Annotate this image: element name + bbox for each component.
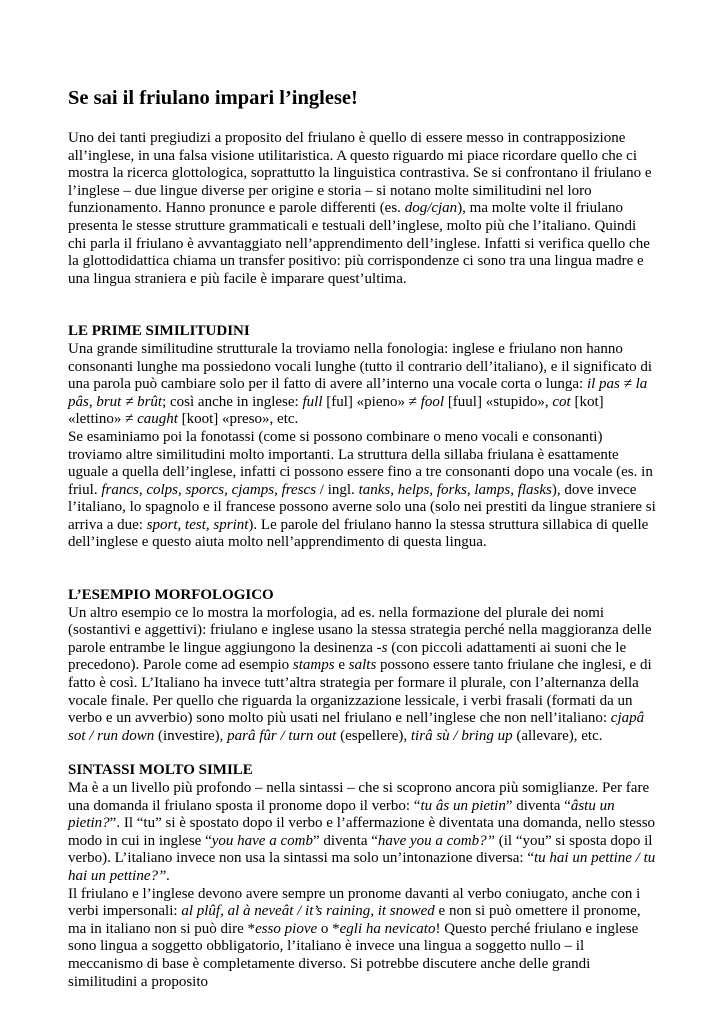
- section1-paragraph-2: [68, 429, 658, 552]
- section-heading-esempio-morfologico: L’ESEMPIO MORFOLOGICO: [68, 587, 274, 604]
- text-run-italic: francs, colps, sporcs, cjamps, frescs: [101, 481, 317, 498]
- text-run-italic: tanks, helps, forks, lamps, flasks: [358, 481, 552, 498]
- section-heading-prime-similitudini: LE PRIME SIMILITUDINI: [68, 323, 250, 340]
- text-run: / ingl.: [316, 481, 359, 498]
- text-run: ”. Il “tu” si è spostato dopo il verbo e l’affermazione è diventata una domanda, nello stesso modo in cui in inglese “: [68, 815, 656, 849]
- text-run: Se esaminiamo poi la fonotassi (come si possono combinare o meno vocali e consonanti) troviamo altre similitudini molto importanti. La struttura della sillaba friulana è esattamente uguale a quella dell’inglese, infatti ci possono essere fino a tre consonanti dopo una vocale (es. in friul.: [68, 428, 653, 498]
- text-run: e non si può omettere il pronome, ma in italiano non si può dire *: [68, 903, 641, 937]
- text-run-italic: il pas ≠ la pâs, brut ≠ brût: [68, 376, 648, 410]
- text-run-italic: tirâ sù / bring up: [410, 727, 513, 744]
- text-run-italic: tu âs un pietin: [420, 797, 506, 814]
- text-run: [kot] «lettino» ≠: [68, 393, 604, 428]
- section1-paragraph-1: [68, 341, 658, 429]
- section3-paragraph-1: [68, 780, 658, 886]
- text-run-italic: full: [302, 393, 323, 410]
- text-run-italic: -s: [376, 639, 388, 656]
- text-run: o *: [317, 920, 340, 937]
- text-run-italic: egli ha nevicato: [339, 920, 436, 937]
- text-run: ), dove invece l’italiano, lo spagnolo e il francese possono averne solo una (solo nei prestiti da lingue straniere si arriva a due:: [68, 481, 656, 533]
- text-run-italic: have you a comb?”: [377, 832, 495, 849]
- text-run-italic: fool: [420, 393, 445, 410]
- text-run-italic: parâ fûr / turn out: [227, 727, 337, 744]
- text-run: Il friulano e l’inglese devono avere sempre un pronome davanti al verbo coniugato, anche con i verbi impersonali:: [68, 885, 641, 920]
- text-run-italic: tu hai un pettine / tu hai un pettine?”.: [68, 850, 656, 884]
- text-run: ” diventa “: [505, 797, 571, 814]
- text-run: Una grande similitudine strutturale la troviamo nella fonologia: inglese e friulano non hanno consonanti lunghe ma possiedono vocali lunghe (tutto il contrario dell’italiano), e il significato di una parola può cambiare solo per il fatto di avere all’interno una vocale corta o lunga:: [68, 340, 653, 393]
- intro-paragraph: [68, 130, 658, 288]
- text-run-italic: caught: [137, 411, 178, 428]
- text-run: (investire),: [154, 727, 228, 744]
- text-run: (espellere),: [336, 727, 411, 744]
- section3-paragraph-2: [68, 886, 658, 992]
- text-run: [fuul] «stupido»,: [444, 393, 553, 410]
- text-run-italic: you have a comb: [211, 832, 313, 849]
- text-run: Ma è a un livello più profondo – nella sintassi – che si scoprono ancora più somiglianze. Per fare una domanda il friulano sposta il pronome dopo il verbo: “: [68, 780, 650, 814]
- text-run: ). Le parole del friulano hanno la stessa struttura sillabica di quelle dell’inglese e questo aiuta molto nell’apprendimento di questa lingua.: [68, 516, 649, 551]
- text-run: ; così anche in inglese:: [162, 393, 303, 410]
- text-run-italic: salts: [348, 657, 377, 674]
- text-run-italic: sport, test, sprint: [146, 516, 249, 533]
- text-run: ” diventa “: [312, 832, 378, 849]
- section2-paragraph-1: [68, 605, 658, 746]
- text-run: (con piccoli adattamenti ai suoni che le precedono). Parole come ad esempio: [68, 639, 627, 674]
- text-run: (allevare), etc.: [512, 727, 603, 744]
- text-run-italic: âstu un pietin?: [68, 797, 615, 832]
- text-run: (il “you” si sposta dopo il verbo). L’italiano invece non usa la sintassi ma solo un’intonazione diversa: “: [68, 832, 653, 867]
- text-run: ! Questo perché friulano e inglese sono lingua a soggetto obbligatorio, l’italiano è invece una lingua a soggetto nullo – il meccanismo di base è completamente diverso. Si potrebbe discutere anche delle grandi similitudini a proposito: [68, 920, 639, 990]
- text-run-italic: dog/cjan: [404, 200, 458, 217]
- text-run: Uno dei tanti pregiudizi a proposito del friulano è quello di essere messo in contrapposizione all’inglese, in una falsa visione utilitaristica. A questo riguardo mi piace ricordare quello che ci mostra la ricerca glottologica, soprattutto la linguistica contrastiva. Se si confrontano il friulano e l’inglese – due lingue diverse per origine e storia – si notano molte similitudini nel loro funzionamento. Hanno pronunce e parole differenti (es.: [68, 130, 652, 217]
- text-run: ), ma molte volte il friulano presenta le stesse strutture grammaticali e testuali dell’inglese, molto più che l’italiano. Quindi chi parla il friulano è avvantaggiato nell’apprendimento dell’inglese. Infatti si verifica quello che la glottodidattica chiama un transfer positivo: più corrispondenze ci sono tra una lingua madre e una lingua straniera e più facile è imparare quest’ultima.: [68, 200, 650, 287]
- text-run-italic: al plûf, al à neveât / it’s raining, it snowed: [181, 903, 435, 920]
- text-run-italic: cot: [552, 393, 571, 410]
- text-run: possono essere tanto friulane che inglesi, e di fatto è così. L’Italiano ha invece tutt’altra strategia per formare il plurale, con l’alternanza della vocale finale. Per quello che riguarda la organizzazione lessicale, i verbi frasali (formati da un verbo e un avverbio) sono molto più usati nel friulano e nell’inglese che non nell’italiano:: [68, 657, 652, 727]
- page-title: Se sai il friulano impari l’inglese!: [68, 87, 358, 109]
- text-run: e: [334, 657, 349, 674]
- text-run: Un altro esempio ce lo mostra la morfologia, ad es. nella formazione del plurale dei nomi (sostantivi e aggettivi): friulano e inglese usano la stessa strategia perché nella maggioranza delle parole entrambe le lingue aggiungono la desinenza: [68, 604, 652, 656]
- document-page: [68, 86, 658, 991]
- section-heading-sintassi-molto-simile: SINTASSI MOLTO SIMILE: [68, 762, 253, 779]
- text-run-italic: esso piove: [255, 920, 318, 937]
- text-run-italic: stamps: [292, 657, 335, 674]
- text-run: [koot] «preso», etc.: [177, 411, 299, 428]
- text-run-italic: cjapâ sot / run down: [68, 710, 645, 744]
- text-run: [ful] «pieno» ≠: [322, 393, 421, 410]
